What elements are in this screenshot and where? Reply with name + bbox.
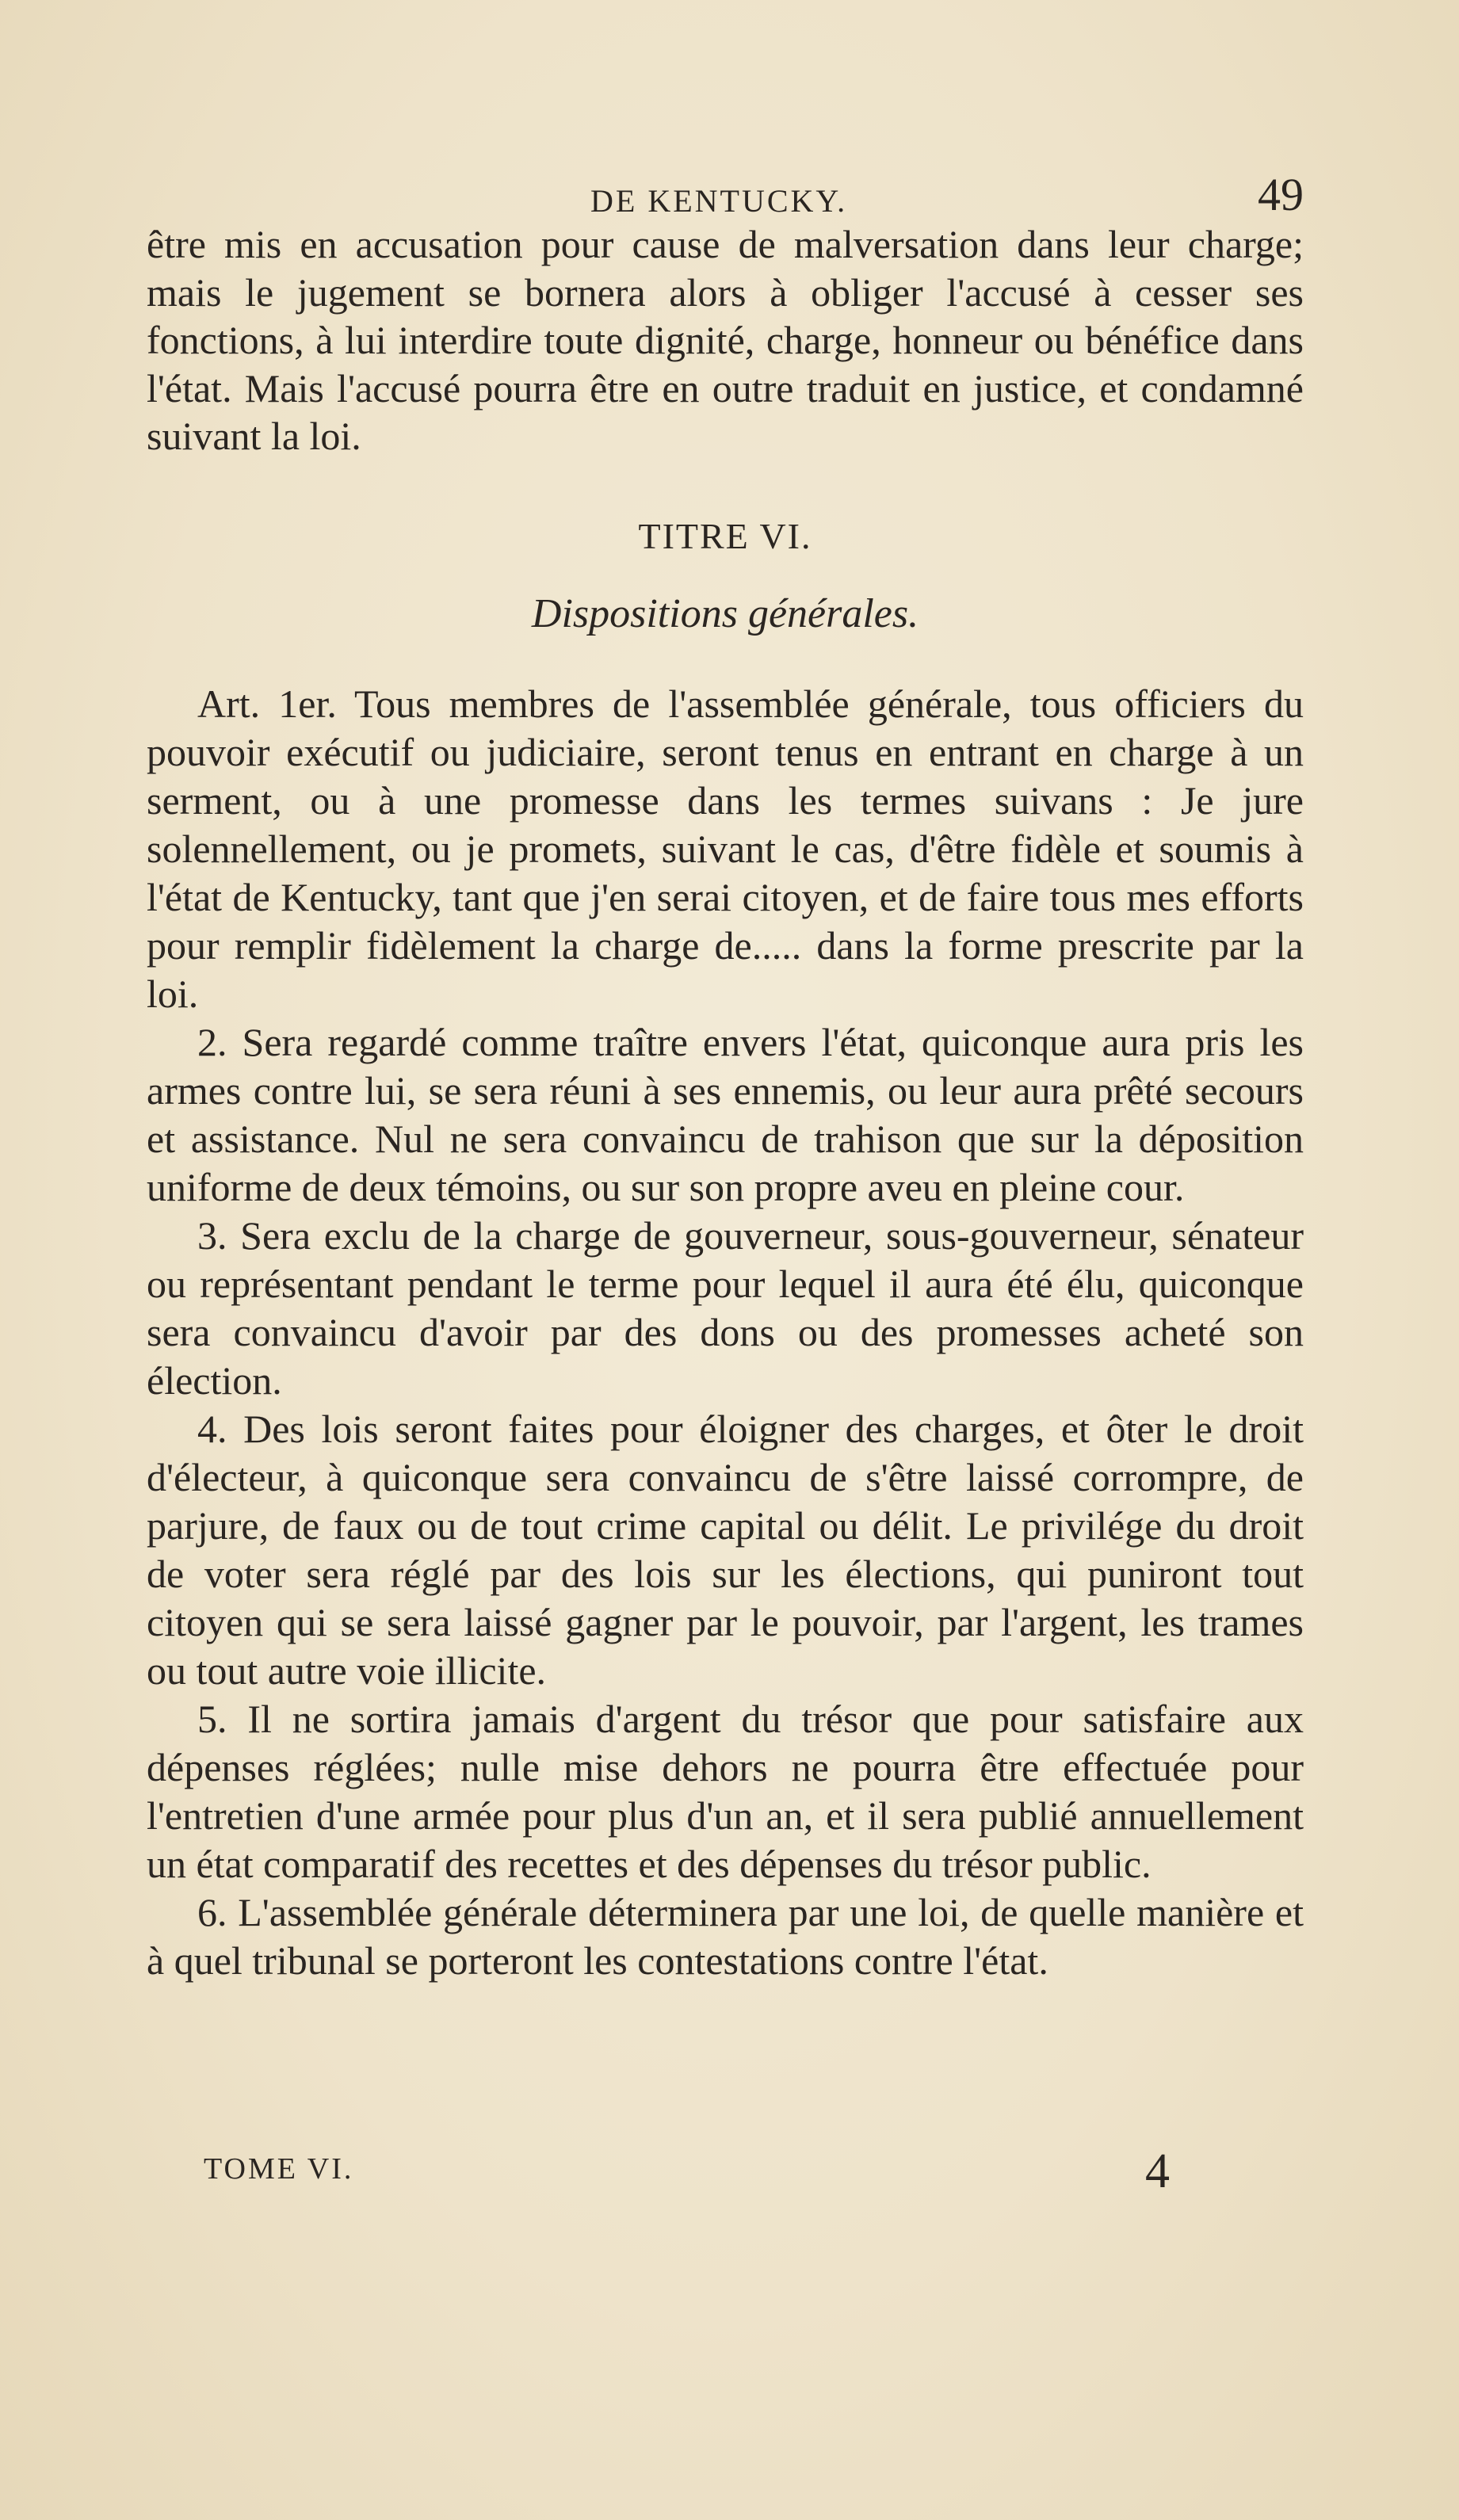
volume-label: TOME VI. [204, 2152, 354, 2186]
page-header [147, 168, 1304, 223]
article-1: Art. 1er. Tous membres de l'assemblée générale, tous officiers du pouvoir exécutif ou judiciaire, seront tenus en entrant en charge à un serment, ou à une promesse dans les termes suivans : Je jure solennellement, ou je promets, suivant le cas, d'être fidèle et soumis à l'état de Kentucky, tant que j'en serai citoyen, et de faire tous mes efforts pour remplir fidèlement la charge de..... dans la forme prescrite par la loi. [147, 682, 1304, 1016]
article-3: 3. Sera exclu de la charge de gouverneur, sous-gouverneur, sénateur ou représentant pendant le terme pour lequel il aura été élu, quiconque sera convaincu d'avoir par des dons ou des promesses acheté son élection. [147, 1213, 1304, 1403]
signature-mark: 4 [1145, 2144, 1170, 2198]
running-title: DE KENTUCKY. [590, 183, 848, 219]
article-2: 2. Sera regardé comme traître envers l'état, quiconque aura pris les armes contre lui, se sera réuni à ses ennemis, ou leur aura prêté secours et assistance. Nul ne sera convaincu de trahison que sur la déposition uniforme de deux témoins, ou sur son propre aveu en pleine cour. [147, 1020, 1304, 1209]
article-4: 4. Des lois seront faites pour éloigner des charges, et ôter le droit d'électeur, à quiconque sera convaincu de s'être laissé corrompre, de parjure, de faux ou de tout crime capital ou délit. Le privilége du droit de voter sera réglé par des lois sur les élections, qui puniront tout citoyen qui se sera laissé gagner par le pouvoir, par l'argent, les trames ou tout autre voie illicite. [147, 1407, 1304, 1693]
article-6: 6. L'assemblée générale déterminera par une loi, de quelle manière et à quel tribunal se porteront les contestations contre l'état. [147, 1890, 1304, 1983]
paragraph-text: être mis en accusation pour cause de malversation dans leur charge; mais le jugement se bornera alors à obliger l'accusé à cesser ses fonctions, à lui interdire toute dignité, charge, honneur ou bénéfice dans l'état. Mais l'accusé pourra être en outre traduit en justice, et condamné suivant la loi. [147, 222, 1304, 458]
articles-list [147, 680, 1304, 1985]
continued-paragraph [147, 220, 1304, 460]
section-title: TITRE VI. [638, 516, 812, 556]
page-number: 49 [1258, 169, 1304, 220]
section-subtitle: Dispositions générales. [531, 591, 919, 636]
article-5: 5. Il ne sortira jamais d'argent du trésor que pour satisfaire aux dépenses réglées; nulle mise dehors ne pourra être effectuée pour l'entretien d'une armée pour plus d'un an, et il sera publié annuellement un état comparatif des recettes et des dépenses du trésor public. [147, 1697, 1304, 1886]
page-footer [147, 2144, 1304, 2207]
